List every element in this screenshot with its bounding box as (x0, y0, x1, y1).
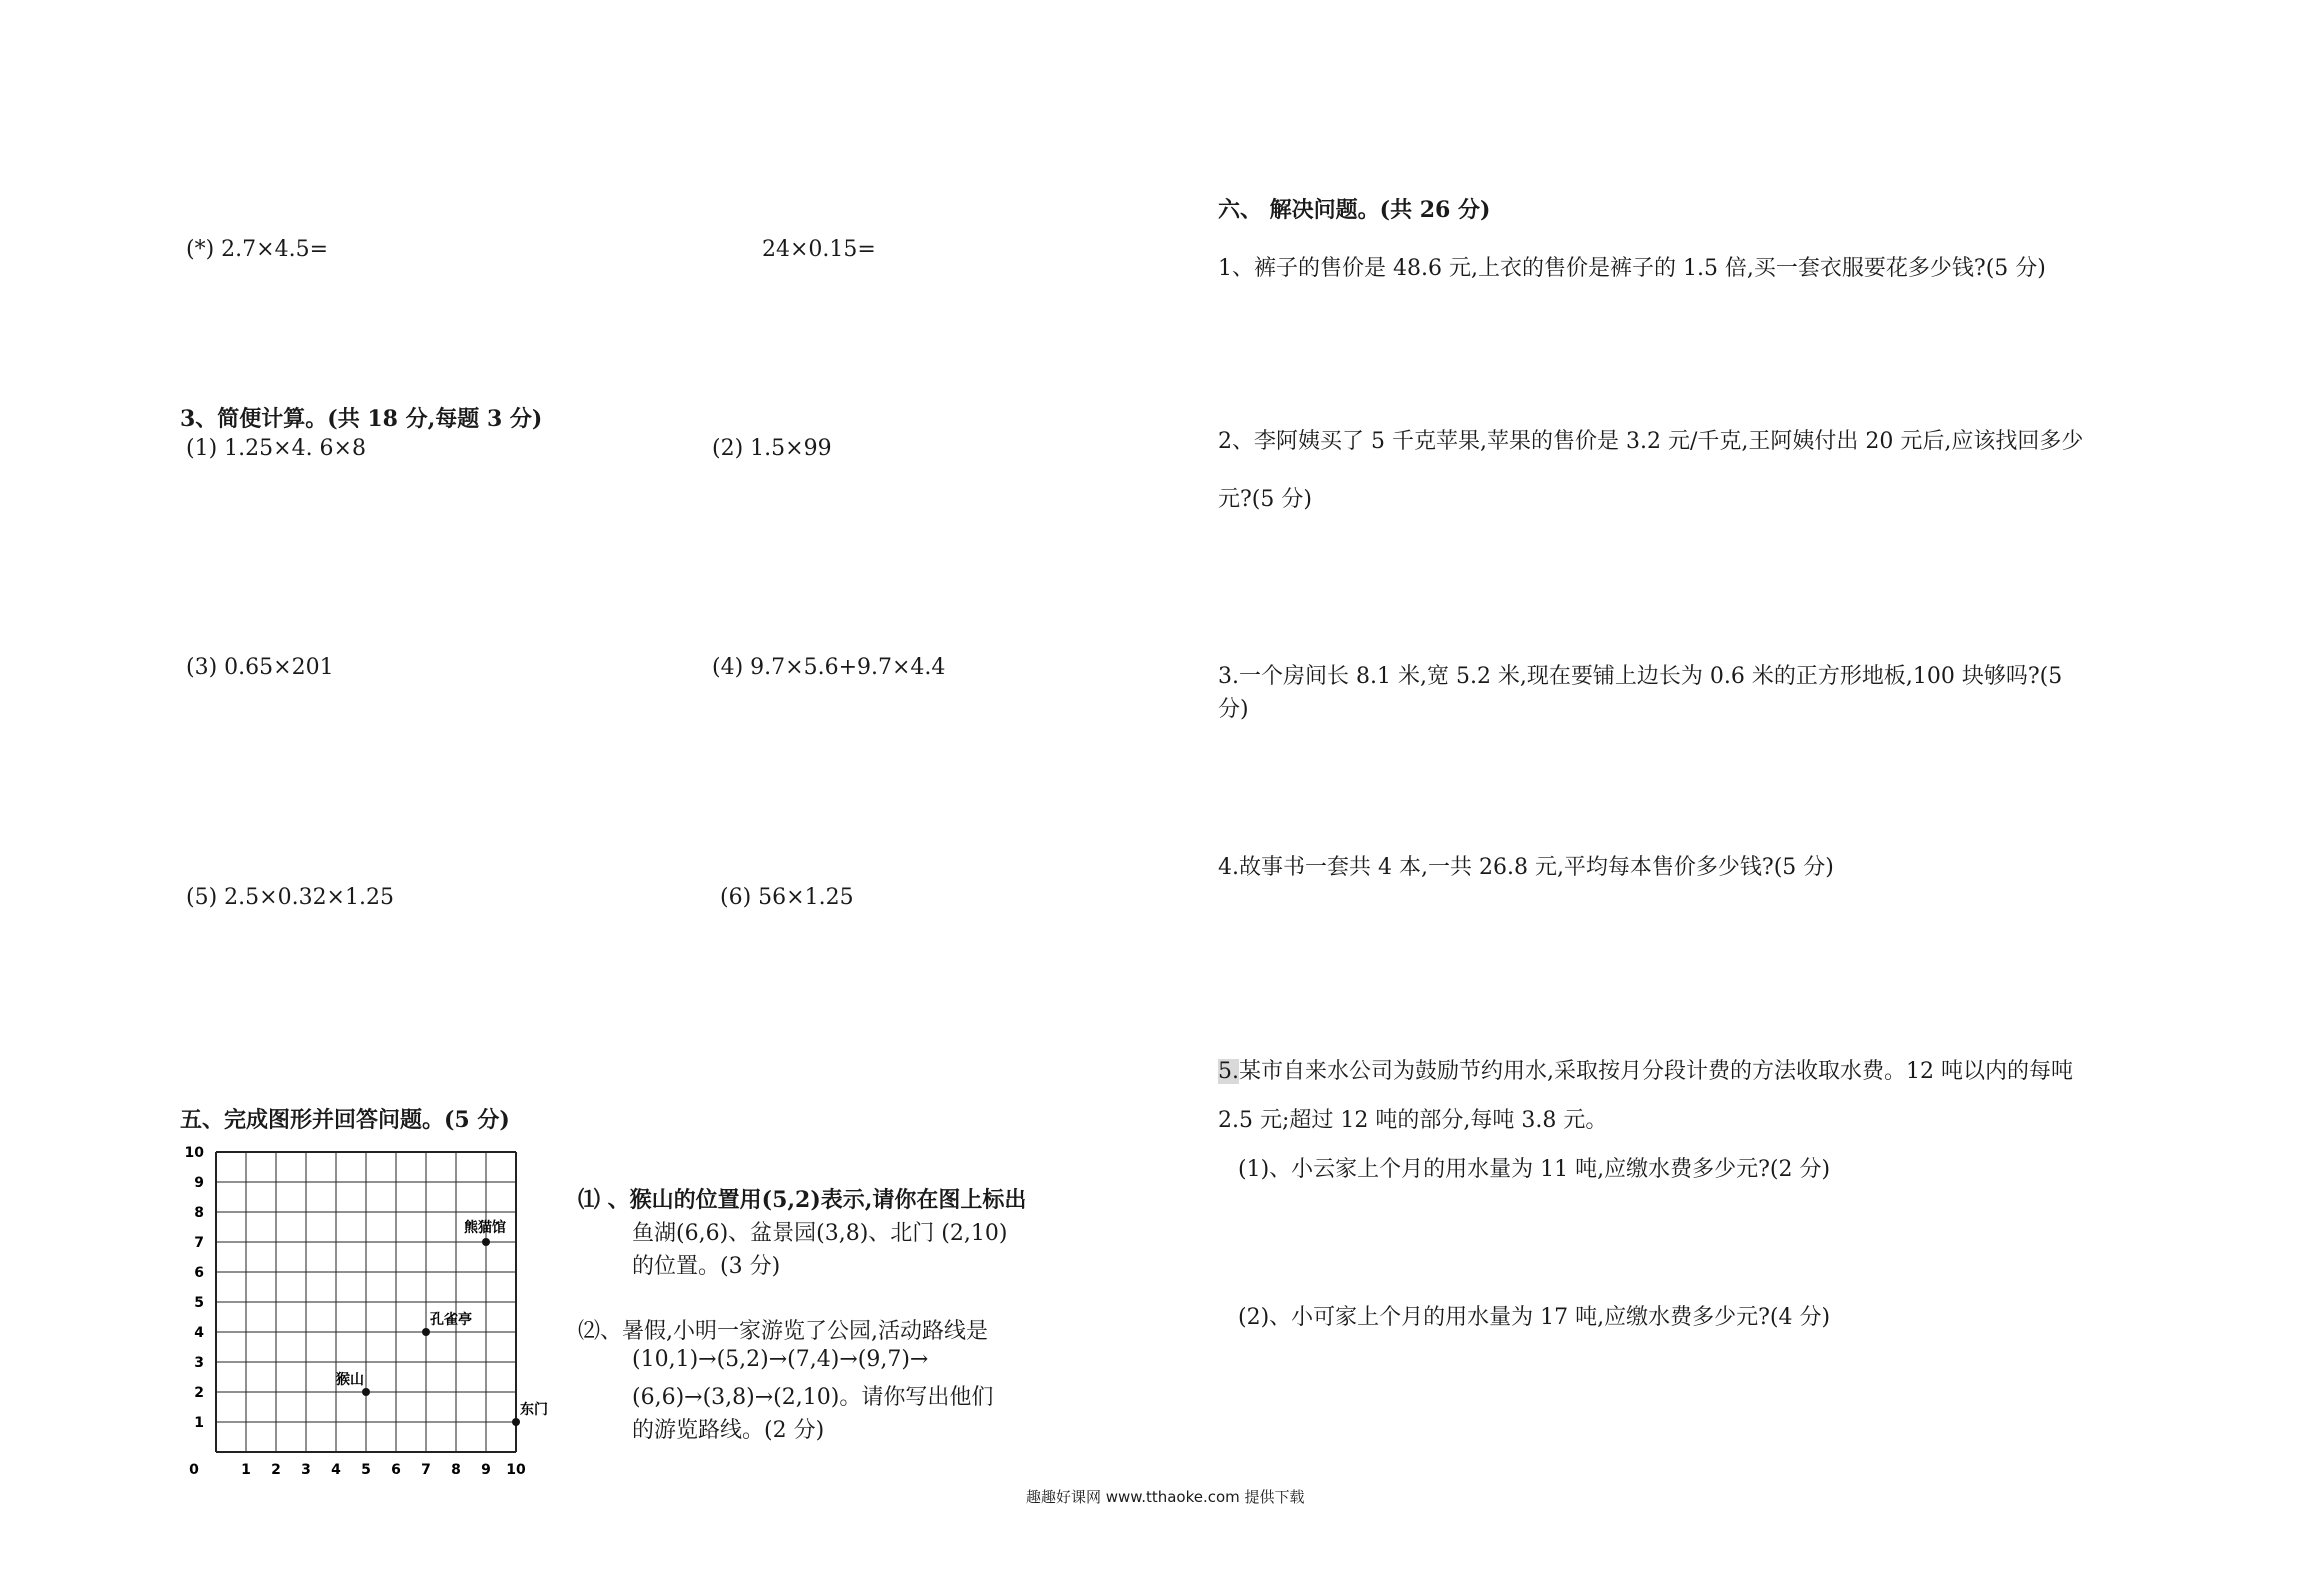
grid-ticks (185, 1145, 526, 1478)
calc-item-5: (5) 2.5×0.32×1.25 (186, 885, 394, 910)
q2-line4: 的游览路线。(2 分) (632, 1418, 825, 1443)
y-tick-label: 3 (194, 1355, 204, 1371)
problem-5-text: 某市自来水公司为鼓励节约用水,采取按月分段计费的方法收取水费。12 吨以内的每吨 (1239, 1059, 2073, 1084)
q2-line3: (6,6)→(3,8)→(2,10)。请你写出他们 (632, 1385, 994, 1410)
y-tick-label: 5 (194, 1295, 204, 1311)
q1-line2: 鱼湖(6,6)、盆景园(3,8)、北门 (2,10) (632, 1221, 1008, 1246)
x-tick-label: 1 (241, 1462, 251, 1478)
problem-5-number: 5. (1218, 1059, 1239, 1084)
coordinate-grid (180, 1140, 580, 1480)
problem-4: 4.故事书一套共 4 本,一共 26.8 元,平均每本售价多少钱?(5 分) (1218, 855, 1834, 880)
x-tick-label: 2 (271, 1462, 281, 1478)
x-tick-label: 9 (481, 1462, 491, 1478)
section-6-title: 六、 解决问题。(共 26 分) (1218, 197, 1491, 223)
q2-line2: (10,1)→(5,2)→(7,4)→(9,7)→ (632, 1347, 929, 1372)
map-point (422, 1328, 430, 1336)
problem-1: 1、裤子的售价是 48.6 元,上衣的售价是裤子的 1.5 倍,买一套衣服要花多少钱?(5 分) (1218, 256, 2046, 281)
problem-5-sub2: (2)、小可家上个月的用水量为 17 吨,应缴水费多少元?(4 分) (1238, 1305, 1831, 1330)
problem-a: (*) 2.7×4.5= (186, 237, 329, 262)
y-tick-label: 1 (194, 1415, 204, 1431)
map-point (362, 1388, 370, 1396)
problem-b: 24×0.15= (762, 237, 876, 262)
y-tick-label: 6 (194, 1265, 204, 1281)
y-tick-label: 8 (194, 1205, 204, 1221)
x-tick-label: 0 (189, 1462, 199, 1478)
calc-item-4: (4) 9.7×5.6+9.7×4.4 (712, 655, 946, 680)
y-tick-label: 4 (194, 1325, 204, 1341)
y-tick-label: 7 (194, 1235, 204, 1251)
y-tick-label: 2 (194, 1385, 204, 1401)
map-point-label: 猴山 (336, 1372, 364, 1388)
section-3-title: 3、简便计算。(共 18 分,每题 3 分) (180, 406, 543, 432)
x-tick-label: 7 (421, 1462, 431, 1478)
calc-item-1: (1) 1.25×4. 6×8 (186, 436, 366, 461)
calc-item-2: (2) 1.5×99 (712, 436, 832, 461)
problem-5-sub1: (1)、小云家上个月的用水量为 11 吨,应缴水费多少元?(2 分) (1238, 1157, 1831, 1182)
footer-source: 趣趣好课网 www.tthaoke.com 提供下载 (1026, 1488, 1305, 1506)
map-point (512, 1418, 520, 1426)
q1-line1: ⑴ 、猴山的位置用(5,2)表示,请你在图上标出 (578, 1187, 1027, 1213)
x-tick-label: 5 (361, 1462, 371, 1478)
map-point-label: 熊猫馆 (464, 1220, 506, 1236)
x-tick-label: 6 (391, 1462, 401, 1478)
grid-lines (216, 1152, 516, 1452)
problem-2-line1: 2、李阿姨买了 5 千克苹果,苹果的售价是 3.2 元/千克,王阿姨付出 20 元后,应该找回多少 (1218, 429, 2084, 454)
problem-5-line2: 2.5 元;超过 12 吨的部分,每吨 3.8 元。 (1218, 1108, 1608, 1133)
problem-3-line1: 3.一个房间长 8.1 米,宽 5.2 米,现在要铺上边长为 0.6 米的正方形地板,100 块够吗?(5 (1218, 664, 2063, 689)
x-tick-label: 8 (451, 1462, 461, 1478)
problem-2-line2: 元?(5 分) (1218, 487, 1312, 512)
map-point (482, 1238, 490, 1246)
section-5-title: 五、完成图形并回答问题。(5 分) (180, 1107, 510, 1133)
q1-line3: 的位置。(3 分) (632, 1254, 781, 1279)
calc-item-3: (3) 0.65×201 (186, 655, 334, 680)
map-point-label: 东门 (520, 1402, 548, 1418)
calc-item-6: (6) 56×1.25 (720, 885, 854, 910)
problem-5-line1 (1218, 1054, 2073, 1085)
x-tick-label: 4 (331, 1462, 341, 1478)
problem-3-line2: 分) (1218, 697, 1249, 722)
x-tick-label: 10 (506, 1462, 526, 1478)
q2-line1: ⑵、暑假,小明一家游览了公园,活动路线是 (578, 1319, 988, 1344)
y-tick-label: 10 (184, 1145, 204, 1161)
map-point-label: 孔雀亭 (430, 1312, 472, 1328)
x-tick-label: 3 (301, 1462, 311, 1478)
y-tick-label: 9 (194, 1175, 204, 1191)
